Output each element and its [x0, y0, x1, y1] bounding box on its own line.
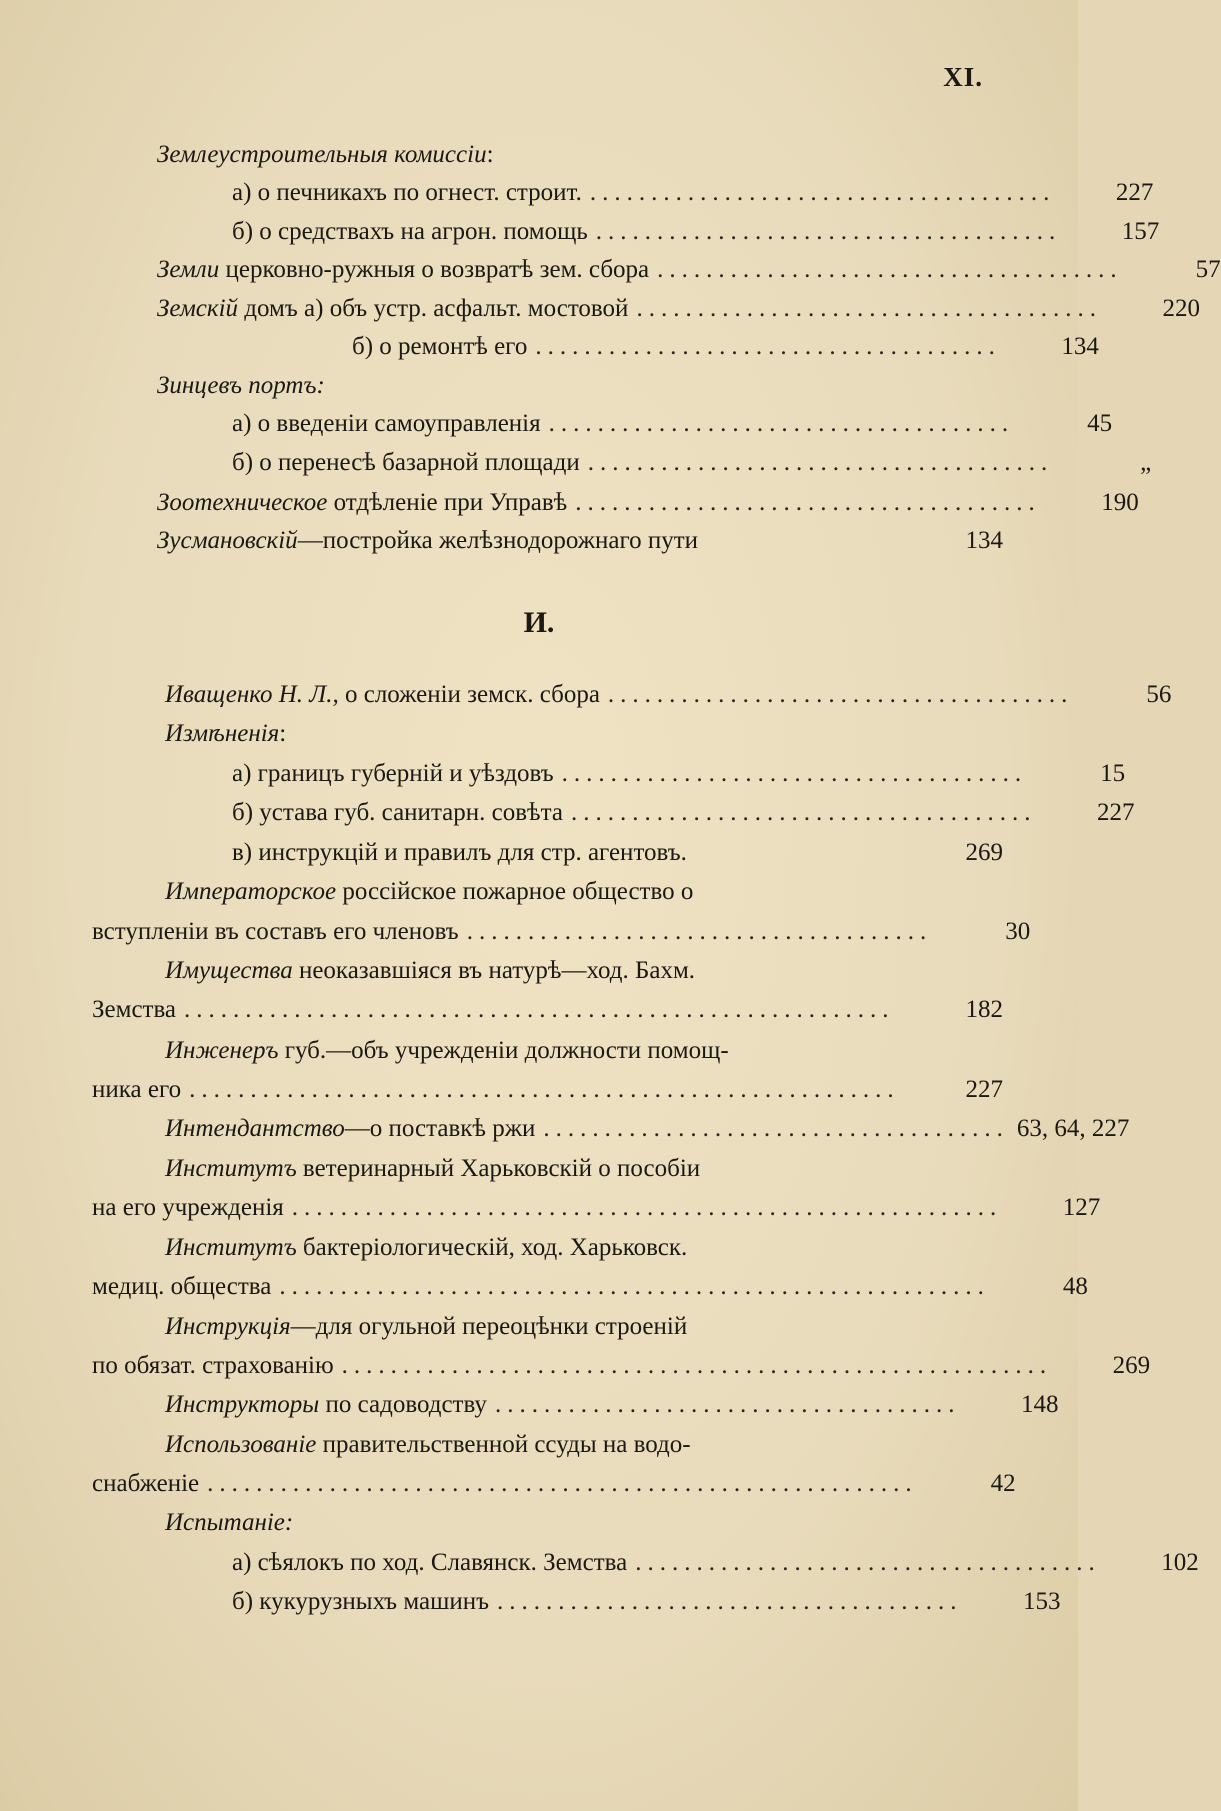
colon: :	[486, 141, 494, 168]
index-entry-line1	[165, 953, 868, 989]
index-entry-line1	[165, 1033, 868, 1069]
leader-dots: ......................................	[466, 918, 933, 945]
index-title: Использованіе	[165, 1431, 317, 1458]
leader-dots: ......................................	[543, 1115, 1009, 1142]
index-title: Интендантство	[165, 1115, 345, 1142]
entry-text: по садоводству	[325, 1391, 487, 1418]
index-title: Испытаніе:	[165, 1509, 294, 1536]
page-ref: 15	[1100, 760, 1126, 787]
entry-text: россійское пожарное общество о	[342, 878, 694, 905]
leader-dots: ......................................	[636, 295, 1102, 322]
index-title: Земскій	[157, 295, 239, 322]
index-title: Землеустроительныя комиссіи	[157, 141, 487, 168]
index-entry-line1	[165, 1309, 868, 1345]
index-entry-line2	[92, 1072, 1003, 1108]
entry-text: в) инструкцій и правилъ для стр. агентовъ.	[232, 839, 687, 866]
entry-text: а) сѣялокъ по ход. Славянск. Земства	[232, 1549, 628, 1576]
page-ref: 157	[1121, 218, 1160, 245]
index-entry	[232, 214, 1160, 250]
leader-dots: ......................................	[494, 1391, 961, 1418]
leader-dots: ......................................	[570, 799, 1037, 826]
page-ref: 134	[1061, 333, 1099, 360]
leader-dots: ......................................	[561, 760, 1028, 787]
entry-text: б) о средствахъ на агрон. помощь	[232, 218, 588, 245]
index-entry	[232, 756, 1126, 792]
index-heading	[165, 1505, 1003, 1541]
index-entry	[232, 406, 1113, 442]
section-letter: И.	[523, 606, 555, 639]
entry-continuation: ника его	[92, 1076, 182, 1103]
page-ref: 227	[1115, 179, 1154, 206]
index-entry	[157, 485, 1139, 521]
index-title: Зусмановскій	[157, 527, 298, 554]
index-title: Иващенко Н. Л.,	[165, 681, 339, 708]
page-ref: 153	[1023, 1588, 1061, 1615]
index-entry	[232, 1584, 1061, 1620]
index-entry-line2	[92, 1269, 1088, 1305]
index-entry	[165, 677, 1172, 713]
page-ref: 190	[1101, 489, 1139, 516]
index-entry-line2	[92, 1190, 1101, 1226]
leader-dots: ......................................	[497, 1588, 963, 1615]
page-ref: 127	[1062, 1194, 1101, 1221]
entry-text: о сложеніи земск. сбора	[344, 681, 600, 708]
leader-dots: ......................................	[535, 333, 1001, 360]
page-ref: 45	[1087, 410, 1113, 437]
leader-dots: ......................................	[595, 218, 1062, 245]
leader-dots: ......................................	[548, 410, 1015, 437]
page-ref: 56	[1146, 681, 1172, 708]
leader-dots: ......................................	[635, 1549, 1101, 1576]
page-ref: 182	[965, 996, 1003, 1023]
leader-dots: ......................................	[587, 449, 1054, 476]
entry-text: а) границъ губерній и уѣздовъ	[232, 760, 554, 787]
leader-dots: ..........................................................	[184, 996, 895, 1023]
entry-continuation: снабженіе	[92, 1470, 200, 1497]
entry-continuation: на его учрежденія	[92, 1194, 284, 1221]
index-title: Инструкція	[165, 1313, 291, 1340]
index-entry	[232, 445, 1152, 481]
page-ref: 57	[1195, 256, 1221, 283]
page-ref: 48	[1062, 1273, 1088, 1300]
index-entry	[232, 1545, 1199, 1581]
page-number: XI.	[943, 62, 983, 92]
index-entry-line1	[165, 874, 868, 910]
page-ref: 227	[965, 1076, 1003, 1103]
index-title: Земли	[157, 256, 220, 283]
index-title: Зоотехническое	[157, 489, 328, 516]
page-ref: „	[1140, 449, 1152, 476]
entry-continuation: Земства	[92, 996, 177, 1023]
entry-text: б) устава губ. санитарн. совѣта	[232, 799, 563, 826]
leader-dots: ..........................................................	[279, 1273, 990, 1300]
page-ref: 102	[1161, 1549, 1199, 1576]
index-entry-line2	[92, 1348, 1151, 1384]
leader-dots: ......................................	[607, 681, 1074, 708]
leader-dots: ..........................................................	[341, 1352, 1053, 1379]
entry-text: бактеріологическій, ход. Харьковск.	[302, 1234, 688, 1261]
entry-text: отдѣленіе при Управѣ	[333, 489, 568, 516]
entry-continuation: по обязат. страхованію	[92, 1352, 334, 1379]
leader-dots: ..........................................................	[207, 1470, 918, 1497]
page-ref: 134	[965, 527, 1003, 554]
entry-text: неоказавшіяся въ натурѣ—ход. Бахм.	[298, 957, 696, 984]
index-entry-line1	[165, 1427, 868, 1463]
entry-text: церковно-ружныя о возвратѣ зем. сбора	[225, 256, 650, 283]
index-entry	[157, 523, 1003, 559]
entry-text: —постройка желѣзнодорожнаго пути	[297, 527, 699, 554]
index-title: Инженеръ	[165, 1037, 279, 1064]
entry-continuation: вступленіи въ составъ его членовъ	[92, 918, 459, 945]
leader-dots: ..........................................................	[291, 1194, 1003, 1221]
page-ref: 30	[1005, 918, 1031, 945]
index-entry-line2	[92, 1466, 1016, 1502]
entry-continuation: медиц. общества	[92, 1273, 272, 1300]
index-entry-line1	[165, 1151, 868, 1187]
index-entry	[232, 835, 1003, 871]
leader-dots: ......................................	[589, 179, 1056, 206]
index-entry-line2	[92, 914, 1031, 950]
index-entry-line1	[165, 1230, 868, 1266]
entry-text: б) кукурузныхъ машинъ	[232, 1588, 490, 1615]
index-heading	[157, 368, 1003, 404]
entry-text: домъ а) объ устр. асфальт. мостовой	[244, 295, 629, 322]
leader-dots: ......................................	[575, 489, 1041, 516]
index-entry	[232, 795, 1135, 831]
index-title: Зинцевъ портъ:	[157, 372, 325, 399]
leader-dots: ..........................................................	[189, 1076, 900, 1103]
page-ref: 220	[1162, 295, 1200, 322]
index-entry	[165, 1111, 1130, 1147]
entry-text: ветеринарный Харьковскій о пособіи	[302, 1155, 701, 1182]
page-ref: 269	[965, 839, 1003, 866]
index-title: Институтъ	[165, 1234, 297, 1261]
index-entry	[352, 329, 1099, 365]
page-ref: 42	[990, 1470, 1016, 1497]
entry-text: б) о перенесѣ базарной площади	[232, 449, 580, 476]
index-entry	[165, 1387, 1059, 1423]
page-ref: 148	[1020, 1391, 1059, 1418]
colon: :	[279, 720, 287, 747]
page-ref: 269	[1112, 1352, 1151, 1379]
index-heading	[165, 716, 1003, 752]
entry-text: б) о ремонтѣ его	[352, 333, 528, 360]
page-ref: 227	[1096, 799, 1135, 826]
index-entry	[157, 252, 1221, 288]
page-ref: 63, 64, 227	[1016, 1115, 1130, 1142]
index-heading-zemleustr	[157, 137, 1003, 173]
index-entry-line2	[92, 992, 1003, 1028]
index-entry	[232, 175, 1154, 211]
entry-text: а) о печникахъ по огнест. строит.	[232, 179, 582, 206]
index-title: Измѣненія	[165, 720, 280, 747]
entry-text: а) о введеніи самоуправленія	[232, 410, 541, 437]
entry-text: —о поставкѣ ржи	[344, 1115, 536, 1142]
index-title: Императорское	[165, 878, 337, 905]
entry-text: губ.—объ учрежденіи должности помощ-	[284, 1037, 729, 1064]
index-title: Имущества	[165, 957, 293, 984]
entry-text: правительственной ссуды на водо-	[322, 1431, 691, 1458]
index-title: Институтъ	[165, 1155, 297, 1182]
index-entry	[157, 291, 1200, 327]
index-title: Инструкторы	[165, 1391, 320, 1418]
leader-dots: ......................................	[657, 256, 1123, 283]
entry-text: —для огульной переоцѣнки строеній	[290, 1313, 688, 1340]
